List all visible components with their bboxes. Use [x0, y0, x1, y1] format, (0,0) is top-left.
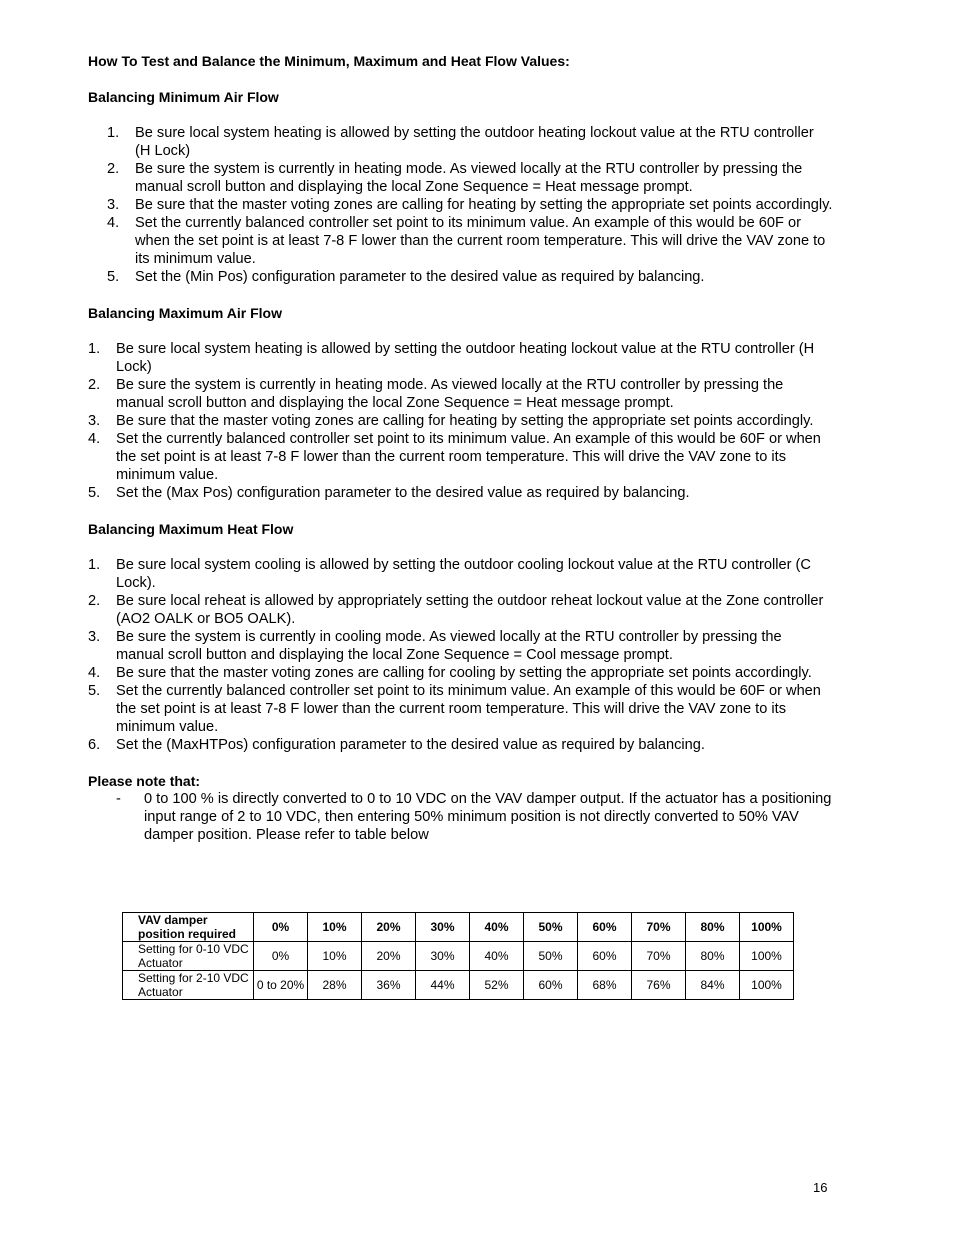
section-heading-max-air-flow: Balancing Maximum Air Flow	[88, 305, 282, 321]
list-item: 1. Be sure local system cooling is allowed by setting the outdoor cooling lockout value at the RTU controller (C Lock).	[88, 557, 811, 591]
page-title: How To Test and Balance the Minimum, Maximum and Heat Flow Values:	[88, 53, 570, 69]
table-cell: 100%	[740, 971, 794, 1000]
section-heading-max-heat-flow: Balancing Maximum Heat Flow	[88, 521, 294, 537]
table-cell: 20%	[362, 942, 416, 971]
document-page	[88, 52, 833, 844]
table-cell: 70%	[632, 942, 686, 971]
table-header-cell: 100%	[740, 913, 794, 942]
section-heading-min-air-flow: Balancing Minimum Air Flow	[88, 89, 279, 105]
list-item: 3. Be sure that the master voting zones are calling for heating by setting the appropriate set points accordingly.	[88, 413, 814, 429]
table-cell: Setting for 2-10 VDC Actuator	[123, 971, 254, 1000]
list-item: 1. Be sure local system heating is allowed by setting the outdoor heating lockout value at the RTU controller (H Lock)	[107, 125, 814, 159]
list-item: 5. Set the (Min Pos) configuration parameter to the desired value as required by balancing.	[107, 269, 705, 285]
table-cell: 80%	[686, 942, 740, 971]
list-item: 2. Be sure the system is currently in heating mode. As viewed locally at the RTU controller by pressing the manual scroll button and displaying the local Zone Sequence = Heat message prompt.	[88, 377, 784, 411]
list-item: 1. Be sure local system heating is allowed by setting the outdoor heating lockout value at the RTU controller (H Lock)	[88, 341, 815, 375]
table-header-cell: 20%	[362, 913, 416, 942]
table-cell: 44%	[416, 971, 470, 1000]
list-item: 4. Set the currently balanced controller set point to its minimum value. An example of this would be 60F or when the set point is at least 7-8 F lower than the current room temperature. This will drive the VAV zone to its minimum value.	[107, 215, 826, 267]
table-cell: Setting for 0-10 VDC Actuator	[123, 942, 254, 971]
list-item: 3. Be sure that the master voting zones are calling for heating by setting the appropriate set points accordingly.	[107, 197, 833, 213]
table-cell: 40%	[470, 942, 524, 971]
list-item: 4. Be sure that the master voting zones are calling for cooling by setting the appropriate set points accordingly.	[88, 665, 812, 681]
table-cell: 100%	[740, 942, 794, 971]
table-row	[123, 942, 794, 971]
dash-bullet: -	[116, 791, 121, 807]
max-heat-flow-steps	[88, 556, 833, 754]
table-header-cell: 40%	[470, 913, 524, 942]
note-text: - 0 to 100 % is directly converted to 0 to 10 VDC on the VAV damper output. If the actuator has a positioning input range of 2 to 10 VDC, then entering 50% minimum position is not directly converted to 50% VAV damper position. Please refer to table below	[116, 791, 832, 843]
min-air-flow-steps	[88, 124, 833, 286]
table-header-cell: 80%	[686, 913, 740, 942]
vav-damper-table	[122, 912, 794, 1000]
page-number: 16	[813, 1180, 828, 1195]
list-item: 2. Be sure the system is currently in heating mode. As viewed locally at the RTU controller by pressing the manual scroll button and displaying the local Zone Sequence = Heat message prompt.	[107, 161, 803, 195]
table-cell: 60%	[524, 971, 578, 1000]
table-header-row	[123, 913, 794, 942]
table-header-cell: VAV damper position required	[123, 913, 254, 942]
table-cell: 68%	[578, 971, 632, 1000]
table-cell: 30%	[416, 942, 470, 971]
list-item: 3. Be sure the system is currently in cooling mode. As viewed locally at the RTU controller by pressing the manual scroll button and displaying the local Zone Sequence = Cool message prompt.	[88, 629, 782, 663]
table-cell: 84%	[686, 971, 740, 1000]
table-cell: 50%	[524, 942, 578, 971]
table-cell: 76%	[632, 971, 686, 1000]
note-heading: Please note that:	[88, 773, 201, 789]
max-air-flow-steps	[88, 340, 833, 502]
list-item: 5. Set the (Max Pos) configuration parameter to the desired value as required by balancing.	[88, 485, 690, 501]
list-item: 4. Set the currently balanced controller set point to its minimum value. An example of this would be 60F or when the set point is at least 7-8 F lower than the current room temperature. This will drive the VAV zone to its minimum value.	[88, 431, 821, 483]
table-header-cell: 50%	[524, 913, 578, 942]
table-row	[123, 971, 794, 1000]
table-cell: 36%	[362, 971, 416, 1000]
list-item: 5. Set the currently balanced controller set point to its minimum value. An example of this would be 60F or when the set point is at least 7-8 F lower than the current room temperature. This will drive the VAV zone to its minimum value.	[88, 683, 821, 735]
table-header-cell: 0%	[254, 913, 308, 942]
table-cell: 28%	[308, 971, 362, 1000]
table-cell: 0 to 20%	[254, 971, 308, 1000]
table-header-cell: 60%	[578, 913, 632, 942]
list-item: 6. Set the (MaxHTPos) configuration parameter to the desired value as required by balancing.	[88, 737, 705, 753]
table-header-cell: 10%	[308, 913, 362, 942]
table-header-cell: 30%	[416, 913, 470, 942]
table-cell: 0%	[254, 942, 308, 971]
table-cell: 10%	[308, 942, 362, 971]
table-cell: 52%	[470, 971, 524, 1000]
list-item: 2. Be sure local reheat is allowed by appropriately setting the outdoor reheat lockout value at the Zone controller (AO2 OALK or BO5 OALK).	[88, 593, 824, 627]
table-header-cell: 70%	[632, 913, 686, 942]
table-cell: 60%	[578, 942, 632, 971]
